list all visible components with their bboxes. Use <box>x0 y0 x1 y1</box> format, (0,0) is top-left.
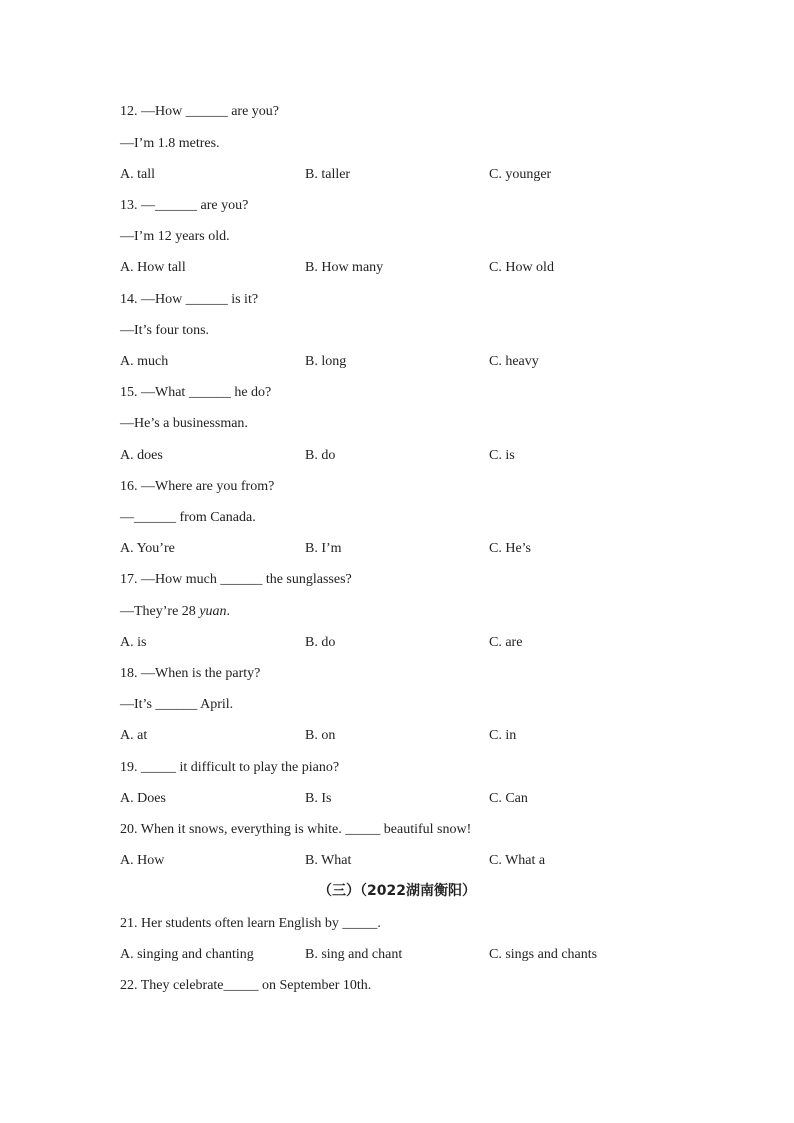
question-17-option-a: A. is <box>120 635 147 650</box>
question-15-option-a: A. does <box>120 448 163 463</box>
question-17-option-c: C. are <box>489 635 523 650</box>
question-18-option-b: B. on <box>305 728 336 743</box>
question-17-reply-end: . <box>226 604 231 619</box>
question-18-option-a: A. at <box>120 728 148 743</box>
question-19-option-a: A. Does <box>120 791 166 806</box>
question-12-stem: 12. —How ______ are you? <box>120 104 280 119</box>
question-20-stem: 20. When it snows, everything is white. _____ beautiful snow! <box>120 822 472 837</box>
question-21-option-b: B. sing and chant <box>305 947 403 962</box>
question-13-option-c: C. How old <box>489 260 554 275</box>
question-17-stem: 17. —How much ______ the sunglasses? <box>120 572 352 587</box>
question-15-stem: 15. —What ______ he do? <box>120 385 272 400</box>
question-16-option-b: B. I’m <box>305 541 342 556</box>
question-20-option-a: A. How <box>120 853 165 868</box>
question-13-option-a: A. How tall <box>120 260 186 275</box>
question-15-option-b: B. do <box>305 448 336 463</box>
question-19-option-c: C. Can <box>489 791 528 806</box>
question-17-reply <box>120 603 230 621</box>
question-14-reply: —It’s four tons. <box>120 323 210 338</box>
question-12-option-c: C. younger <box>489 167 552 182</box>
question-18-reply: —It’s ______ April. <box>120 697 234 712</box>
question-21-stem: 21. Her students often learn English by _____. <box>120 916 381 931</box>
question-14-stem: 14. —How ______ is it? <box>120 292 259 307</box>
question-12-option-a: A. tall <box>120 167 155 182</box>
question-19-stem: 19. _____ it difficult to play the piano? <box>120 760 340 775</box>
question-20-option-c: C. What a <box>489 853 546 868</box>
question-14-option-a: A. much <box>120 354 169 369</box>
question-16-reply: —______ from Canada. <box>120 510 256 525</box>
question-18-option-c: C. in <box>489 728 517 743</box>
question-17-reply-italic: yuan <box>199 604 227 619</box>
question-14-option-c: C. heavy <box>489 354 539 369</box>
question-16-option-c: C. He’s <box>489 541 531 556</box>
question-16-stem: 16. —Where are you from? <box>120 479 275 494</box>
question-12-reply: —I’m 1.8 metres. <box>120 136 220 151</box>
question-16-option-a: A. You’re <box>120 541 175 556</box>
question-17-reply-text: —They’re 28 <box>120 604 200 619</box>
question-22-stem: 22. They celebrate_____ on September 10th. <box>120 978 372 993</box>
question-13-reply: —I’m 12 years old. <box>120 229 230 244</box>
question-14-option-b: B. long <box>305 354 347 369</box>
question-13-stem: 13. —______ are you? <box>120 198 249 213</box>
question-15-option-c: C. is <box>489 448 515 463</box>
question-15-reply: —He’s a businessman. <box>120 416 248 431</box>
question-19-option-b: B. Is <box>305 791 332 806</box>
question-20-option-b: B. What <box>305 853 352 868</box>
section-title: （三）（2022湖南衡阳） <box>318 883 476 899</box>
question-21-option-a: A. singing and chanting <box>120 947 254 962</box>
question-17-option-b: B. do <box>305 635 336 650</box>
question-21-option-c: C. sings and chants <box>489 947 598 962</box>
question-18-stem: 18. —When is the party? <box>120 666 261 681</box>
question-12-option-b: B. taller <box>305 167 351 182</box>
question-13-option-b: B. How many <box>305 260 384 275</box>
